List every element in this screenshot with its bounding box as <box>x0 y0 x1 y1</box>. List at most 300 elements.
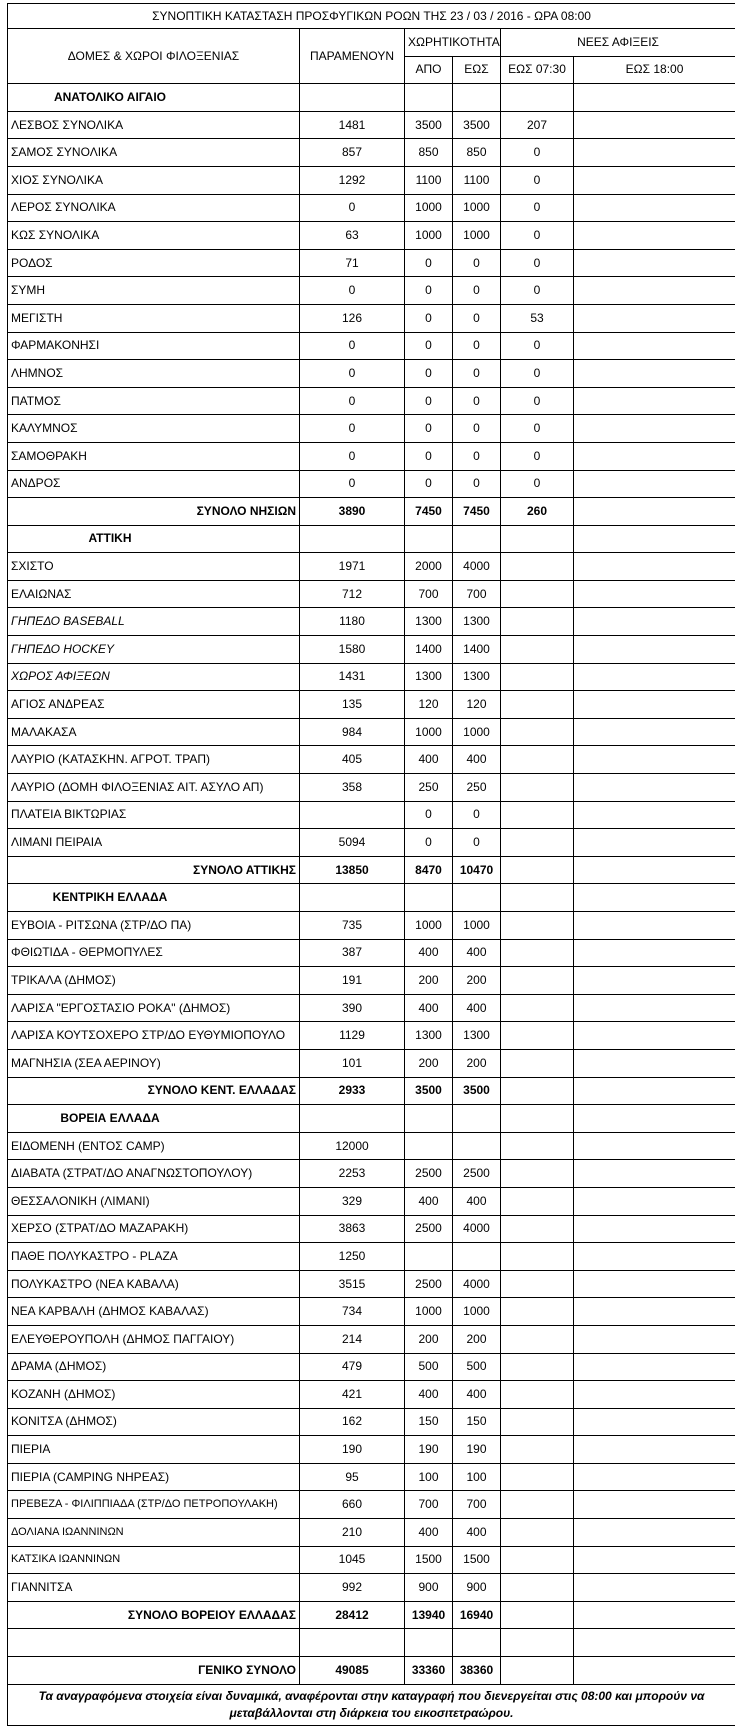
table-row <box>8 1243 735 1271</box>
cell-remaining: 992 <box>300 1574 405 1602</box>
cell-cap-to: 0 <box>453 829 501 857</box>
cell-cap-from: 0 <box>405 304 453 332</box>
cell-until-1800 <box>574 1132 735 1160</box>
cell-until-1800 <box>574 1215 735 1243</box>
cell-cap-to <box>453 1132 501 1160</box>
cell-remaining: 735 <box>300 912 405 940</box>
cell-until-1800 <box>574 994 735 1022</box>
cell-until-0730: 0 <box>501 249 574 277</box>
cell-cap-to: 100 <box>453 1463 501 1491</box>
cell-remaining: 1129 <box>300 1022 405 1050</box>
cell-cap-from <box>405 84 453 112</box>
cell-cap-from: 100 <box>405 1463 453 1491</box>
cell-cap-from: 400 <box>405 1381 453 1409</box>
total-label: ΓΕΝΙΚΟ ΣΥΝΟΛΟ <box>8 1657 300 1685</box>
cell-cap-to: 4000 <box>453 1270 501 1298</box>
cell-cap-to: 4000 <box>453 1215 501 1243</box>
table-row <box>8 1353 735 1381</box>
total-remaining: 28412 <box>300 1601 405 1629</box>
cell-until-0730 <box>501 1022 574 1050</box>
row-name: ΕΛΑΙΩΝΑΣ <box>8 580 300 608</box>
cell-until-1800 <box>574 1353 735 1381</box>
cell-cap-to: 400 <box>453 939 501 967</box>
cell-until-0730 <box>501 1049 574 1077</box>
cell-until-0730 <box>501 939 574 967</box>
cell-cap-to: 200 <box>453 1049 501 1077</box>
table-row <box>8 608 735 636</box>
header-cap-from: ΑΠΟ <box>405 56 453 84</box>
table-row <box>8 1298 735 1326</box>
table-row <box>8 580 735 608</box>
total-label: ΣΥΝΟΛΟ ΝΗΣΙΩΝ <box>8 498 300 526</box>
cell-until-1800 <box>574 360 735 388</box>
cell-remaining: 421 <box>300 1381 405 1409</box>
table-row <box>8 277 735 305</box>
row-name: ΔΟΛΙΑΝΑ ΙΩΑΝΝΙΝΩΝ <box>8 1519 300 1547</box>
total-remaining: 2933 <box>300 1077 405 1105</box>
cell-cap-to: 1000 <box>453 194 501 222</box>
cell-until-0730 <box>501 663 574 691</box>
cell-until-1800 <box>574 84 735 112</box>
row-name: ΑΝΔΡΟΣ <box>8 470 300 498</box>
cell-cap-from: 120 <box>405 691 453 719</box>
cell-until-0730 <box>501 1491 574 1519</box>
row-name: ΛΗΜΝΟΣ <box>8 360 300 388</box>
cell-cap-to: 850 <box>453 139 501 167</box>
cell-remaining: 1250 <box>300 1243 405 1271</box>
cell-until-0730 <box>501 801 574 829</box>
cell-cap-from: 0 <box>405 801 453 829</box>
cell-until-1800 <box>574 387 735 415</box>
cell-remaining: 405 <box>300 746 405 774</box>
cell-until-1800 <box>574 1546 735 1574</box>
cell-until-1800 <box>574 1022 735 1050</box>
table-row <box>8 1408 735 1436</box>
cell-cap-from: 700 <box>405 1491 453 1519</box>
cell-cap-to: 1300 <box>453 608 501 636</box>
total-row <box>8 1601 735 1629</box>
refugee-status-sheet <box>7 3 735 1726</box>
table-row <box>8 994 735 1022</box>
cell-cap-to <box>453 1629 501 1657</box>
cell-until-0730 <box>501 525 574 553</box>
table-row <box>8 304 735 332</box>
cell-remaining: 1971 <box>300 553 405 581</box>
cell-cap-to: 400 <box>453 1519 501 1547</box>
cell-remaining: 329 <box>300 1187 405 1215</box>
table-row <box>8 1132 735 1160</box>
table-row <box>8 663 735 691</box>
table-row <box>8 801 735 829</box>
header-capacity: ΧΩΡΗΤΙΚΟΤΗΤΑ <box>405 29 501 57</box>
total-cap-to: 7450 <box>453 498 501 526</box>
row-name: ΠΙΕΡΙΑ (CAMPING ΝΗΡΕΑΣ) <box>8 1463 300 1491</box>
table-row <box>8 1574 735 1602</box>
cell-cap-to: 250 <box>453 774 501 802</box>
total-until-1800 <box>574 1601 735 1629</box>
total-until-0730 <box>501 1657 574 1685</box>
total-until-1800 <box>574 1077 735 1105</box>
table-row <box>8 746 735 774</box>
row-name: ΓΗΠΕΔΟ BASEBALL <box>8 608 300 636</box>
total-label: ΣΥΝΟΛΟ ΒΟΡΕΙΟΥ ΕΛΛΑΔΑΣ <box>8 1601 300 1629</box>
cell-remaining: 984 <box>300 718 405 746</box>
row-name: ΠΛΑΤΕΙΑ ΒΙΚΤΩΡΙΑΣ <box>8 801 300 829</box>
cell-until-0730: 53 <box>501 304 574 332</box>
table-body <box>8 84 735 1684</box>
cell-cap-to: 3500 <box>453 111 501 139</box>
cell-until-0730: 0 <box>501 166 574 194</box>
cell-cap-from: 1000 <box>405 222 453 250</box>
header-cap-to: ΕΩΣ <box>453 56 501 84</box>
cell-until-0730 <box>501 84 574 112</box>
cell-cap-from: 400 <box>405 994 453 1022</box>
cell-cap-from: 1000 <box>405 194 453 222</box>
table-row <box>8 636 735 664</box>
cell-cap-from: 0 <box>405 470 453 498</box>
row-name: ΠΑΘΕ ΠΟΛΥΚΑΣΤΡΟ - PLAZA <box>8 1243 300 1271</box>
cell-until-0730: 0 <box>501 360 574 388</box>
table-row <box>8 1381 735 1409</box>
blank-row <box>8 1629 735 1657</box>
cell-cap-from <box>405 525 453 553</box>
cell-cap-from: 1300 <box>405 663 453 691</box>
cell-until-1800 <box>574 166 735 194</box>
total-until-0730 <box>501 856 574 884</box>
cell-until-0730: 0 <box>501 277 574 305</box>
cell-remaining: 1431 <box>300 663 405 691</box>
cell-remaining <box>300 1105 405 1133</box>
cell-until-0730 <box>501 1408 574 1436</box>
cell-until-0730 <box>501 553 574 581</box>
cell-cap-from: 0 <box>405 442 453 470</box>
cell-until-0730: 0 <box>501 222 574 250</box>
cell-until-1800 <box>574 111 735 139</box>
cell-until-1800 <box>574 1381 735 1409</box>
cell-cap-to: 1000 <box>453 222 501 250</box>
total-remaining: 3890 <box>300 498 405 526</box>
cell-until-0730 <box>501 1187 574 1215</box>
cell-cap-to: 1000 <box>453 912 501 940</box>
cell-until-1800 <box>574 304 735 332</box>
cell-until-0730: 0 <box>501 139 574 167</box>
table-row <box>8 1519 735 1547</box>
cell-until-1800 <box>574 332 735 360</box>
table-row <box>8 332 735 360</box>
row-name: ΠΑΤΜΟΣ <box>8 387 300 415</box>
table-row <box>8 967 735 995</box>
row-name: ΦΑΡΜΑΚΟΝΗΣΙ <box>8 332 300 360</box>
cell-until-0730 <box>501 774 574 802</box>
cell-remaining <box>300 884 405 912</box>
total-remaining: 49085 <box>300 1657 405 1685</box>
cell-cap-from <box>405 1132 453 1160</box>
row-name: ΛΑΡΙΣΑ "ΕΡΓΟΣΤΑΣΙΟ ΡΟΚΑ" (ΔΗΜΟΣ) <box>8 994 300 1022</box>
cell-cap-to: 1300 <box>453 663 501 691</box>
cell-until-1800 <box>574 1270 735 1298</box>
cell-until-0730 <box>501 884 574 912</box>
cell-until-0730 <box>501 636 574 664</box>
cell-remaining: 135 <box>300 691 405 719</box>
table-title: ΣΥΝΟΠΤΙΚΗ ΚΑΤΑΣΤΑΣΗ ΠΡΟΣΦΥΓΙΚΩΝ ΡΟΩΝ ΤΗΣ 23 / 03 / 2016 - ΩΡΑ 08:00 <box>8 4 735 29</box>
total-until-0730: 260 <box>501 498 574 526</box>
row-name: ΛΑΡΙΣΑ ΚΟΥΤΣΟΧΕΡΟ ΣΤΡ/ΔΟ ΕΥΘΥΜΙΟΠΟΥΛΟ <box>8 1022 300 1050</box>
cell-cap-from: 2500 <box>405 1215 453 1243</box>
cell-until-0730 <box>501 912 574 940</box>
cell-until-0730: 0 <box>501 194 574 222</box>
table-row <box>8 553 735 581</box>
row-name <box>8 1629 300 1657</box>
cell-remaining: 3515 <box>300 1270 405 1298</box>
cell-until-1800 <box>574 194 735 222</box>
cell-remaining: 387 <box>300 939 405 967</box>
total-cap-from: 13940 <box>405 1601 453 1629</box>
cell-cap-from <box>405 1105 453 1133</box>
row-name: ΤΡΙΚΑΛΑ (ΔΗΜΟΣ) <box>8 967 300 995</box>
cell-until-0730 <box>501 1381 574 1409</box>
row-name: ΕΛΕΥΘΕΡΟΥΠΟΛΗ (ΔΗΜΟΣ ΠΑΓΓΑΙΟΥ) <box>8 1325 300 1353</box>
cell-until-0730 <box>501 829 574 857</box>
cell-until-0730 <box>501 1298 574 1326</box>
cell-remaining: 660 <box>300 1491 405 1519</box>
cell-until-1800 <box>574 1436 735 1464</box>
row-name: ΣΧΙΣΤΟ <box>8 553 300 581</box>
cell-remaining: 479 <box>300 1353 405 1381</box>
total-cap-to: 10470 <box>453 856 501 884</box>
cell-cap-from: 1000 <box>405 718 453 746</box>
cell-remaining: 0 <box>300 470 405 498</box>
cell-until-0730 <box>501 746 574 774</box>
cell-cap-to: 2500 <box>453 1160 501 1188</box>
cell-cap-from: 1000 <box>405 1298 453 1326</box>
cell-remaining: 0 <box>300 415 405 443</box>
cell-cap-from: 850 <box>405 139 453 167</box>
cell-until-1800 <box>574 1629 735 1657</box>
cell-cap-from: 1000 <box>405 912 453 940</box>
table-row <box>8 1546 735 1574</box>
table-row <box>8 139 735 167</box>
table-row <box>8 1187 735 1215</box>
cell-cap-to: 200 <box>453 967 501 995</box>
cell-remaining: 101 <box>300 1049 405 1077</box>
total-row <box>8 856 735 884</box>
cell-cap-from: 0 <box>405 249 453 277</box>
table-row <box>8 1325 735 1353</box>
total-cap-to: 3500 <box>453 1077 501 1105</box>
cell-until-1800 <box>574 277 735 305</box>
cell-until-1800 <box>574 691 735 719</box>
cell-remaining: 0 <box>300 387 405 415</box>
table-row <box>8 111 735 139</box>
table-row <box>8 1022 735 1050</box>
cell-until-0730 <box>501 967 574 995</box>
cell-until-1800 <box>574 442 735 470</box>
cell-until-1800 <box>574 718 735 746</box>
table-row <box>8 222 735 250</box>
cell-until-0730 <box>501 608 574 636</box>
cell-remaining: 214 <box>300 1325 405 1353</box>
cell-cap-to: 400 <box>453 1187 501 1215</box>
cell-cap-from: 400 <box>405 1519 453 1547</box>
cell-cap-to: 0 <box>453 801 501 829</box>
cell-cap-from: 400 <box>405 939 453 967</box>
table-row <box>8 166 735 194</box>
row-name: ΜΕΓΙΣΤΗ <box>8 304 300 332</box>
cell-cap-from: 400 <box>405 746 453 774</box>
title-row <box>8 4 735 29</box>
row-name: ΚΩΣ ΣΥΝΟΛΙΚΑ <box>8 222 300 250</box>
cell-remaining: 358 <box>300 774 405 802</box>
table-row <box>8 1463 735 1491</box>
cell-until-0730: 0 <box>501 332 574 360</box>
total-cap-from: 3500 <box>405 1077 453 1105</box>
cell-remaining: 390 <box>300 994 405 1022</box>
cell-until-0730 <box>501 1519 574 1547</box>
cell-cap-from: 1300 <box>405 608 453 636</box>
cell-cap-to: 120 <box>453 691 501 719</box>
cell-until-1800 <box>574 1408 735 1436</box>
cell-until-0730 <box>501 1353 574 1381</box>
cell-until-0730 <box>501 691 574 719</box>
cell-cap-from <box>405 1629 453 1657</box>
section-row <box>8 525 735 553</box>
row-name: ΛΕΣΒΟΣ ΣΥΝΟΛΙΚΑ <box>8 111 300 139</box>
cell-remaining: 63 <box>300 222 405 250</box>
cell-until-1800 <box>574 1187 735 1215</box>
cell-cap-to: 0 <box>453 277 501 305</box>
cell-cap-from: 700 <box>405 580 453 608</box>
cell-remaining <box>300 84 405 112</box>
cell-until-1800 <box>574 1160 735 1188</box>
cell-cap-from: 500 <box>405 1353 453 1381</box>
cell-until-1800 <box>574 746 735 774</box>
cell-cap-to: 0 <box>453 442 501 470</box>
cell-until-1800 <box>574 1463 735 1491</box>
cell-cap-from: 200 <box>405 1049 453 1077</box>
section-row <box>8 84 735 112</box>
cell-cap-to: 200 <box>453 1325 501 1353</box>
cell-remaining: 3863 <box>300 1215 405 1243</box>
cell-until-1800 <box>574 663 735 691</box>
table-row <box>8 1215 735 1243</box>
total-row <box>8 1077 735 1105</box>
row-name: ΚΑΤΣΙΚΑ ΙΩΑΝΝΙΝΩΝ <box>8 1546 300 1574</box>
cell-cap-to: 4000 <box>453 553 501 581</box>
header-new-arrivals: ΝΕΕΣ ΑΦΙΞΕΙΣ <box>501 29 735 57</box>
cell-until-1800 <box>574 884 735 912</box>
table-row <box>8 1436 735 1464</box>
cell-cap-to: 0 <box>453 360 501 388</box>
cell-until-0730 <box>501 1463 574 1491</box>
table-row <box>8 360 735 388</box>
cell-remaining <box>300 1629 405 1657</box>
cell-cap-from: 3500 <box>405 111 453 139</box>
cell-remaining: 734 <box>300 1298 405 1326</box>
cell-until-0730: 207 <box>501 111 574 139</box>
cell-cap-to: 400 <box>453 1381 501 1409</box>
total-label: ΣΥΝΟΛΟ ΚΕΝΤ. ΕΛΛΑΔΑΣ <box>8 1077 300 1105</box>
cell-until-1800 <box>574 636 735 664</box>
section-title: ΑΤΤΙΚΗ <box>8 525 300 553</box>
cell-remaining: 191 <box>300 967 405 995</box>
row-name: ΣΥΜΗ <box>8 277 300 305</box>
cell-cap-to: 700 <box>453 1491 501 1519</box>
table-row <box>8 939 735 967</box>
table-row <box>8 470 735 498</box>
table-row <box>8 415 735 443</box>
cell-remaining: 190 <box>300 1436 405 1464</box>
cell-remaining: 0 <box>300 360 405 388</box>
cell-until-0730 <box>501 1436 574 1464</box>
row-name: ΜΑΓΝΗΣΙΑ (ΣΕΑ ΑΕΡΙΝΟΥ) <box>8 1049 300 1077</box>
cell-cap-to: 400 <box>453 994 501 1022</box>
footer-note: Τα αναγραφόμενα στοιχεία είναι δυναμικά, αναφέρονται στην καταγραφή που διενεργείται στις 08:00 και μπορούν να μεταβάλλονται στη διάρκεια του εικοσιτετραώρου. <box>8 1684 735 1725</box>
cell-remaining: 71 <box>300 249 405 277</box>
cell-cap-from: 2500 <box>405 1270 453 1298</box>
cell-remaining: 1180 <box>300 608 405 636</box>
cell-cap-to: 0 <box>453 387 501 415</box>
cell-until-1800 <box>574 912 735 940</box>
table-row <box>8 829 735 857</box>
row-name: ΕΙΔΟΜΕΝΗ (ΕΝΤΟΣ CAMP) <box>8 1132 300 1160</box>
cell-remaining: 1580 <box>300 636 405 664</box>
cell-remaining: 5094 <box>300 829 405 857</box>
total-remaining: 13850 <box>300 856 405 884</box>
row-name: ΧΙΟΣ ΣΥΝΟΛΙΚΑ <box>8 166 300 194</box>
cell-until-1800 <box>574 249 735 277</box>
cell-cap-from: 200 <box>405 1325 453 1353</box>
cell-cap-to: 900 <box>453 1574 501 1602</box>
cell-until-1800 <box>574 774 735 802</box>
total-until-0730 <box>501 1601 574 1629</box>
row-name: ΔΡΑΜΑ (ΔΗΜΟΣ) <box>8 1353 300 1381</box>
cell-remaining: 0 <box>300 277 405 305</box>
cell-cap-from: 0 <box>405 829 453 857</box>
cell-until-0730 <box>501 1215 574 1243</box>
row-name: ΔΙΑΒΑΤΑ (ΣΤΡΑΤ/ΔΟ ΑΝΑΓΝΩΣΤΟΠΟΥΛΟΥ) <box>8 1160 300 1188</box>
cell-until-1800 <box>574 580 735 608</box>
total-until-1800 <box>574 498 735 526</box>
cell-until-1800 <box>574 1298 735 1326</box>
total-cap-to: 38360 <box>453 1657 501 1685</box>
table-row <box>8 194 735 222</box>
table-row <box>8 1160 735 1188</box>
cell-until-1800 <box>574 1325 735 1353</box>
total-until-1800 <box>574 856 735 884</box>
row-name: ΘΕΣΣΑΛΟΝΙΚΗ (ΛΙΜΑΝΙ) <box>8 1187 300 1215</box>
cell-remaining: 2253 <box>300 1160 405 1188</box>
cell-cap-from: 0 <box>405 415 453 443</box>
cell-cap-from: 2500 <box>405 1160 453 1188</box>
section-title: ΒΟΡΕΙΑ ΕΛΛΑΔΑ <box>8 1105 300 1133</box>
row-name: ΛΑΥΡΙΟ (ΚΑΤΑΣΚΗΝ. ΑΓΡΟΤ. ΤΡΑΠ) <box>8 746 300 774</box>
cell-remaining: 162 <box>300 1408 405 1436</box>
cell-cap-to: 0 <box>453 304 501 332</box>
total-cap-from: 33360 <box>405 1657 453 1685</box>
row-name: ΦΘΙΩΤΙΔΑ - ΘΕΡΜΟΠΥΛΕΣ <box>8 939 300 967</box>
cell-remaining: 95 <box>300 1463 405 1491</box>
header-until-1800: ΕΩΣ 18:00 <box>574 56 735 84</box>
cell-cap-from: 190 <box>405 1436 453 1464</box>
cell-remaining: 12000 <box>300 1132 405 1160</box>
cell-remaining <box>300 525 405 553</box>
total-row <box>8 1657 735 1685</box>
cell-until-0730 <box>501 994 574 1022</box>
cell-until-1800 <box>574 525 735 553</box>
cell-until-1800 <box>574 608 735 636</box>
row-name: ΕΥΒΟΙΑ - ΡΙΤΣΩΝΑ (ΣΤΡ/ΔΟ ΠΑ) <box>8 912 300 940</box>
cell-until-0730 <box>501 1105 574 1133</box>
